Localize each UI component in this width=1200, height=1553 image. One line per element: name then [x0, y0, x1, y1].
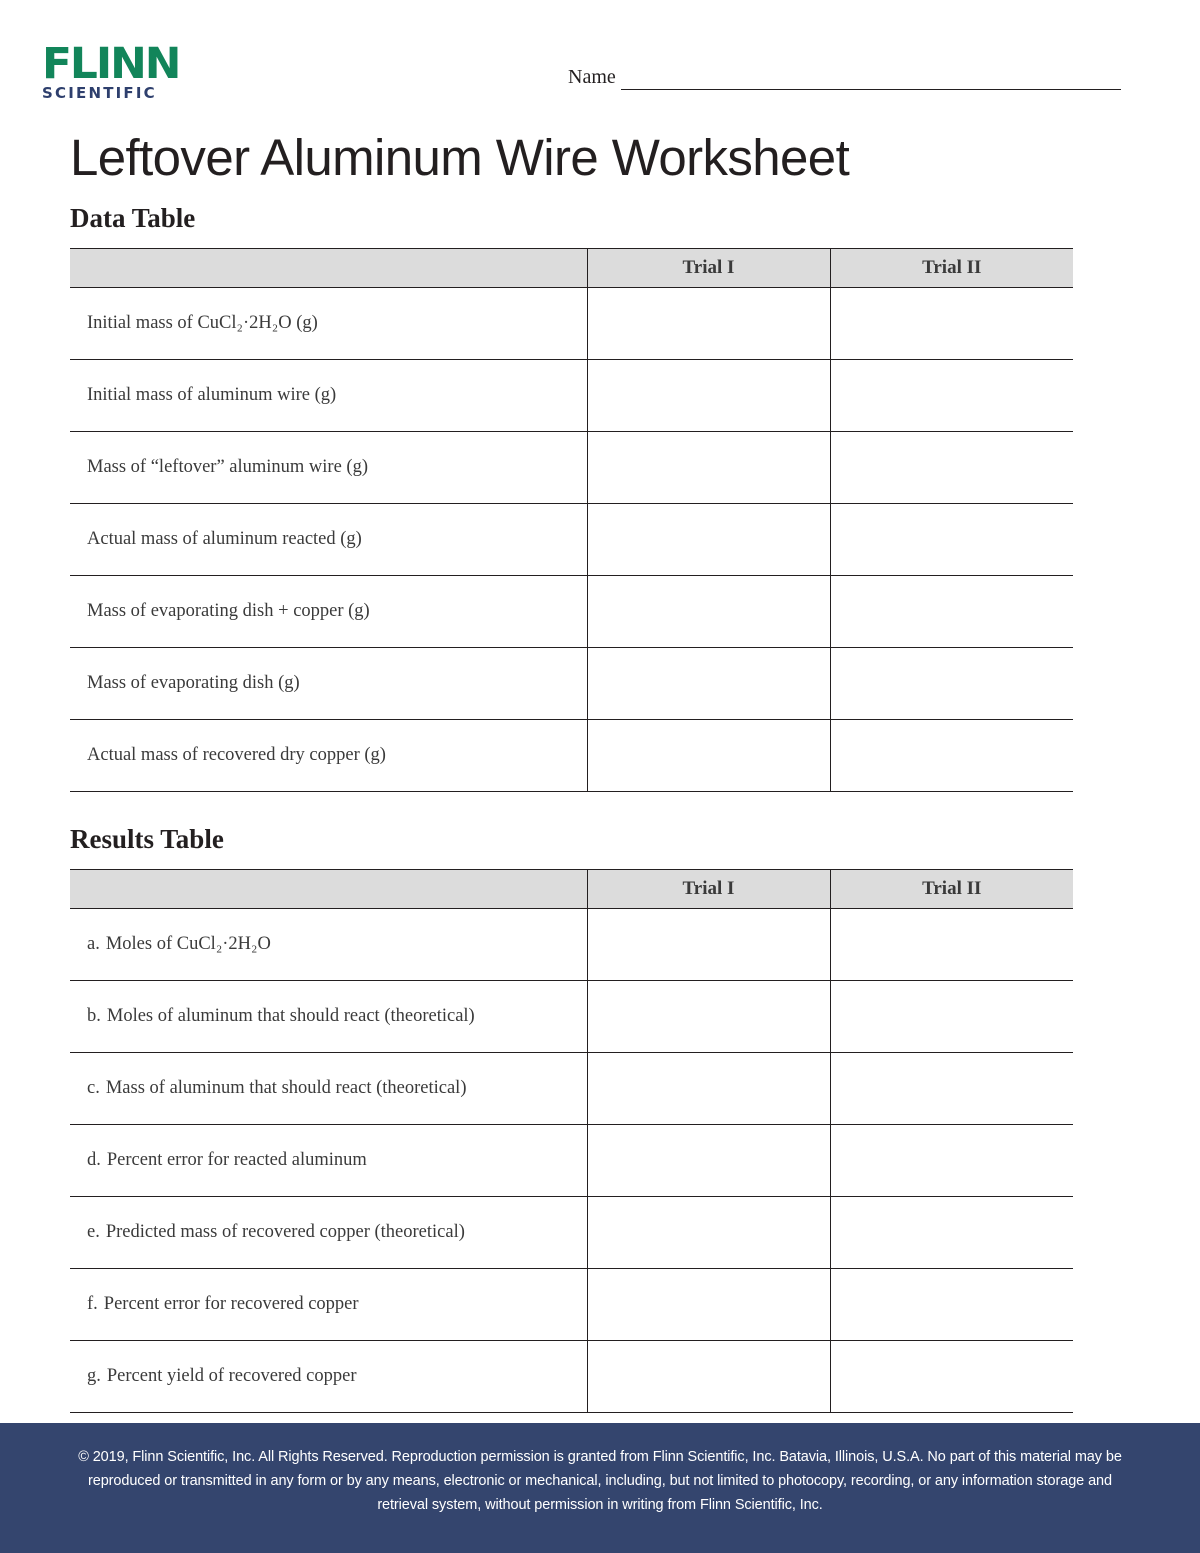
- trial-1-cell[interactable]: [587, 288, 830, 360]
- table-row: [70, 1125, 1073, 1197]
- row-label: [70, 1125, 587, 1197]
- trial-1-cell[interactable]: [587, 360, 830, 432]
- table-row: [70, 576, 1073, 648]
- trial-1-cell[interactable]: [587, 981, 830, 1053]
- trial-1-cell[interactable]: [587, 1053, 830, 1125]
- row-label: Actual mass of recovered dry copper (g): [70, 720, 587, 792]
- row-text: Predicted mass of recovered copper (theoretical): [105, 1222, 465, 1242]
- header-blank: [70, 249, 587, 288]
- header-trial-2: Trial II: [830, 870, 1073, 909]
- flinn-scientific-logo: [42, 39, 182, 102]
- row-label: [70, 981, 587, 1053]
- trial-2-cell[interactable]: [830, 576, 1073, 648]
- trial-2-cell[interactable]: [830, 909, 1073, 981]
- table-row: [70, 981, 1073, 1053]
- row-text: Moles of CuCl₂·2H₂O: [105, 934, 271, 954]
- trial-2-cell[interactable]: [830, 1269, 1073, 1341]
- trial-2-cell[interactable]: [830, 981, 1073, 1053]
- trial-1-cell[interactable]: [587, 648, 830, 720]
- results-table-heading: Results Table: [70, 824, 224, 854]
- trial-2-cell[interactable]: [830, 720, 1073, 792]
- trial-2-cell[interactable]: [830, 1125, 1073, 1197]
- row-prefix: e.: [87, 1222, 100, 1242]
- trial-1-cell[interactable]: [587, 1269, 830, 1341]
- trial-1-cell[interactable]: [587, 1341, 830, 1413]
- trial-2-cell[interactable]: [830, 504, 1073, 576]
- row-label: [70, 1269, 587, 1341]
- row-prefix: b.: [87, 1006, 101, 1026]
- row-prefix: c.: [87, 1078, 100, 1098]
- table-row: [70, 720, 1073, 792]
- trial-2-cell[interactable]: [830, 1341, 1073, 1413]
- table-row: [70, 1341, 1073, 1413]
- copyright-text: © 2019, Flinn Scientific, Inc. All Rights Reserved. Reproduction permission is granted from Flinn Scientific, Inc. Batavia, Illinois, U.S.A. No part of this material may be reproduced or transmitted in any form or by any means, electronic or mechanical, including, but not limited to photocopy, recording, or any information storage and retrieval system, without permission in writing from Flinn Scientific, Inc.: [78, 1449, 1122, 1513]
- data-table: [70, 248, 1073, 792]
- trial-1-cell[interactable]: [587, 576, 830, 648]
- trial-2-cell[interactable]: [830, 360, 1073, 432]
- table-row: [70, 504, 1073, 576]
- trial-2-cell[interactable]: [830, 432, 1073, 504]
- row-text: Moles of aluminum that should react (theoretical): [106, 1006, 475, 1026]
- trial-1-cell[interactable]: [587, 909, 830, 981]
- row-label: [70, 909, 587, 981]
- results-table: [70, 869, 1073, 1413]
- row-prefix: g.: [87, 1366, 101, 1386]
- row-label: [70, 1197, 587, 1269]
- table-row: [70, 648, 1073, 720]
- row-text: Percent yield of recovered copper: [106, 1366, 357, 1386]
- row-prefix: d.: [87, 1150, 101, 1170]
- table-row: [70, 432, 1073, 504]
- row-label: Mass of “leftover” aluminum wire (g): [70, 432, 587, 504]
- copyright-footer: [0, 1423, 1200, 1553]
- row-prefix: f.: [87, 1294, 98, 1314]
- row-label: [70, 1341, 587, 1413]
- row-label: Actual mass of aluminum reacted (g): [70, 504, 587, 576]
- row-label: Mass of evaporating dish (g): [70, 648, 587, 720]
- row-text: Percent error for reacted aluminum: [106, 1150, 367, 1170]
- table-row: [70, 909, 1073, 981]
- table-header-row: [70, 870, 1073, 909]
- table-row: [70, 360, 1073, 432]
- name-label: Name: [568, 66, 616, 88]
- table-row: [70, 1269, 1073, 1341]
- logo-wordmark: FLINN: [42, 39, 180, 89]
- row-label: Initial mass of CuCl₂·2H₂O (g): [70, 288, 587, 360]
- name-underline[interactable]: [621, 89, 1121, 90]
- row-label: Mass of evaporating dish + copper (g): [70, 576, 587, 648]
- logo-subtitle: SCIENTIFIC: [42, 84, 157, 102]
- trial-1-cell[interactable]: [587, 1125, 830, 1197]
- trial-1-cell[interactable]: [587, 504, 830, 576]
- trial-1-cell[interactable]: [587, 720, 830, 792]
- name-field[interactable]: [568, 66, 1121, 90]
- trial-2-cell[interactable]: [830, 1053, 1073, 1125]
- trial-2-cell[interactable]: [830, 648, 1073, 720]
- row-label: [70, 1053, 587, 1125]
- trial-1-cell[interactable]: [587, 1197, 830, 1269]
- row-label: Initial mass of aluminum wire (g): [70, 360, 587, 432]
- trial-1-cell[interactable]: [587, 432, 830, 504]
- header-trial-1: Trial I: [587, 249, 830, 288]
- header-trial-1: Trial I: [587, 870, 830, 909]
- worksheet-title: Leftover Aluminum Wire Worksheet: [70, 129, 850, 186]
- row-text: Percent error for recovered copper: [103, 1294, 359, 1314]
- data-table-heading: Data Table: [70, 203, 196, 233]
- table-header-row: [70, 249, 1073, 288]
- trial-2-cell[interactable]: [830, 288, 1073, 360]
- header-blank: [70, 870, 587, 909]
- trial-2-cell[interactable]: [830, 1197, 1073, 1269]
- table-row: [70, 1197, 1073, 1269]
- row-prefix: a.: [87, 934, 100, 954]
- header-trial-2: Trial II: [830, 249, 1073, 288]
- table-row: [70, 288, 1073, 360]
- table-row: [70, 1053, 1073, 1125]
- row-text: Mass of aluminum that should react (theoretical): [105, 1078, 467, 1098]
